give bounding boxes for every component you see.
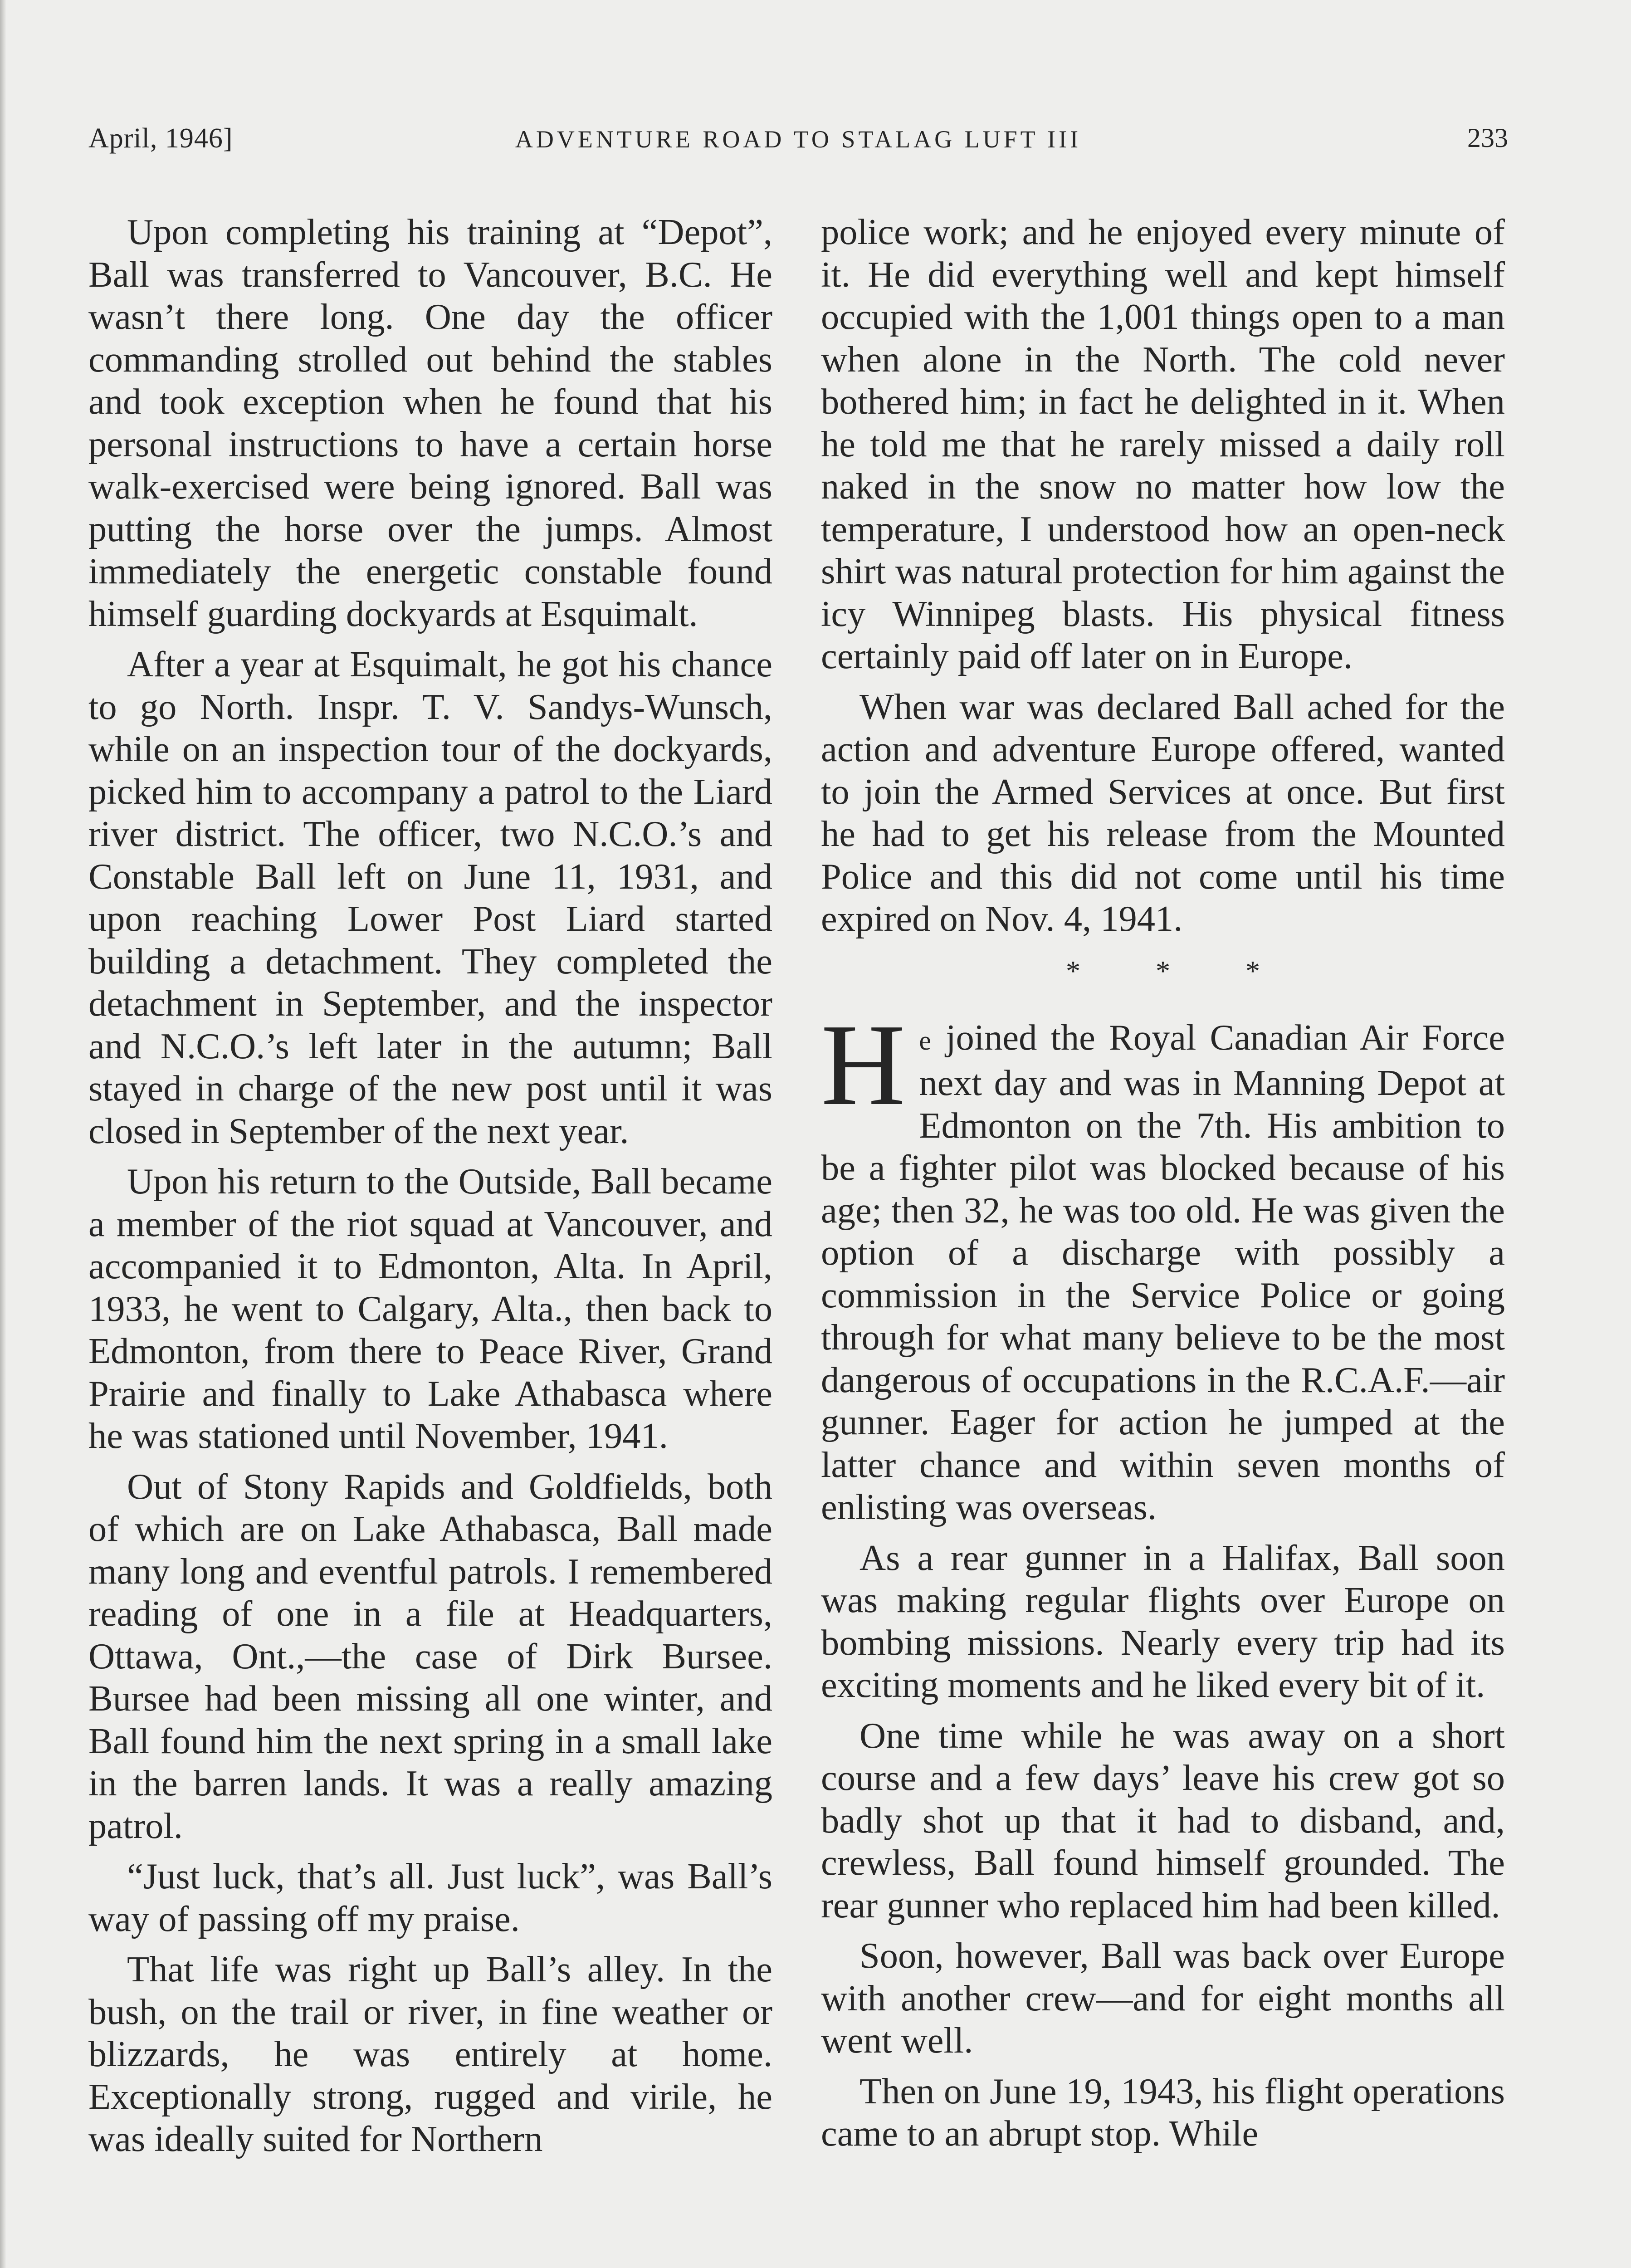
paragraph: As a rear gunner in a Halifax, Ball soon was making regular flights over Europe on bombing missions. Nearly every trip had its exciting moments and he liked every bit of it.: [821, 1537, 1505, 1705]
article-title: ADVENTURE ROAD TO STALAG LUFT III: [515, 126, 1082, 153]
paragraph: Upon completing his training at “Depot”, Ball was transferred to Vancouver, B.C. He wasn’t there long. One day the officer commanding strolled out behind the stables and took exception when he found that his personal instructions to have a certain horse walk-exercised were being ignored. Ball was putting the horse over the jumps. Almost immediately the energetic constable found himself guarding dockyards at Esquimalt.: [88, 212, 772, 634]
paragraph: Upon his return to the Outside, Ball became a member of the riot squad at Vancouver, and accompanied it to Edmonton, Alta. In April, 1933, he went to Calgary, Alta., then back to Edmonton, from there to Peace River, Grand Prairie and finally to Lake Athabasca where he was stationed until November, 1941.: [88, 1161, 772, 1456]
paragraph: One time while he was away on a short course and a few days’ leave his crew got so badly shot up that it had to disband, and, crewless, Ball found himself grounded. The rear gunner who replaced him had been killed.: [821, 1715, 1505, 1926]
paragraph: Then on June 19, 1943, his flight operations came to an abrupt stop. While: [821, 2071, 1505, 2154]
page-number: 233: [1467, 123, 1508, 153]
paragraph: After a year at Esquimalt, he got his chance to go North. Inspr. T. V. Sandys-Wunsch, while on an inspection tour of the dockyards, picked him to accompany a patrol to the Liard river district. The officer, two N.C.O.’s and Constable Ball left on June 11, 1931, and upon reaching Lower Post Liard started building a detachment. They completed the detachment in September, and the inspector and N.C.O.’s left later in the autumn; Ball stayed in charge of the new post until it was closed in September of the next year.: [88, 644, 772, 1151]
running-header: [88, 122, 1508, 163]
drop-cap: H: [821, 999, 906, 1129]
paragraph-dropcap: [821, 999, 1505, 1529]
small-caps-lead: e: [919, 1025, 932, 1056]
paragraph: Soon, however, Ball was back over Europe with another crew—and for eight months all went well.: [821, 1936, 1505, 2061]
paragraph-text: joined the Royal Canadian Air Force next day and was in Manning Depot at Edmonton on the 7th. His ambition to be a fighter pilot was blocked because of his age; then 32, he was too old. He was given the option of a discharge with possibly a commission in the Service Police or going through for what many believe to be the most dangerous of occupations in the R.C.A.F.—air gunner. Eager for action he jumped at the latter chance and within seven months of enlisting was overseas.: [821, 1017, 1505, 1527]
paragraph: Out of Stony Rapids and Goldfields, both of which are on Lake Athabasca, Ball made many long and eventful patrols. I remembered reading of one in a file at Headquarters, Ottawa, Ont.,—the case of Dirk Bursee. Bursee had been missing all one winter, and Ball found him the next spring in a small lake in the barren lands. It was a really amazing patrol.: [88, 1466, 772, 1846]
paragraph: That life was right up Ball’s alley. In the bush, on the trail or river, in fine weather or blizzards, he was entirely at home. Exceptionally strong, rugged and virile, he was ideally suited for Northern: [88, 1949, 772, 2159]
section-separator: * * *: [1066, 954, 1260, 987]
right-column: [821, 211, 1505, 2163]
left-column: [88, 211, 772, 2169]
issue-date: April, 1946]: [88, 123, 233, 154]
paragraph: “Just luck, that’s all. Just luck”, was Ball’s way of passing off my praise.: [88, 1856, 772, 1939]
paragraph-continued: police work; and he enjoyed every minute of it. He did everything well and kept himself occupied with the 1,001 things open to a man when alone in the North. The cold never bothered him; in fact he delighted in it. When he told me that he rarely missed a daily roll naked in the snow no matter how low the temperature, I understood how an open-neck shirt was natural protection for him against the icy Winnipeg blasts. His physical fitness certainly paid off later on in Europe.: [821, 212, 1505, 676]
page-binding-edge: [0, 0, 6, 2268]
paragraph: When war was declared Ball ached for the action and adventure Europe offered, wanted to join the Armed Services at once. But first he had to get his release from the Mounted Police and this did not come until his time expired on Nov. 4, 1941.: [821, 686, 1505, 939]
